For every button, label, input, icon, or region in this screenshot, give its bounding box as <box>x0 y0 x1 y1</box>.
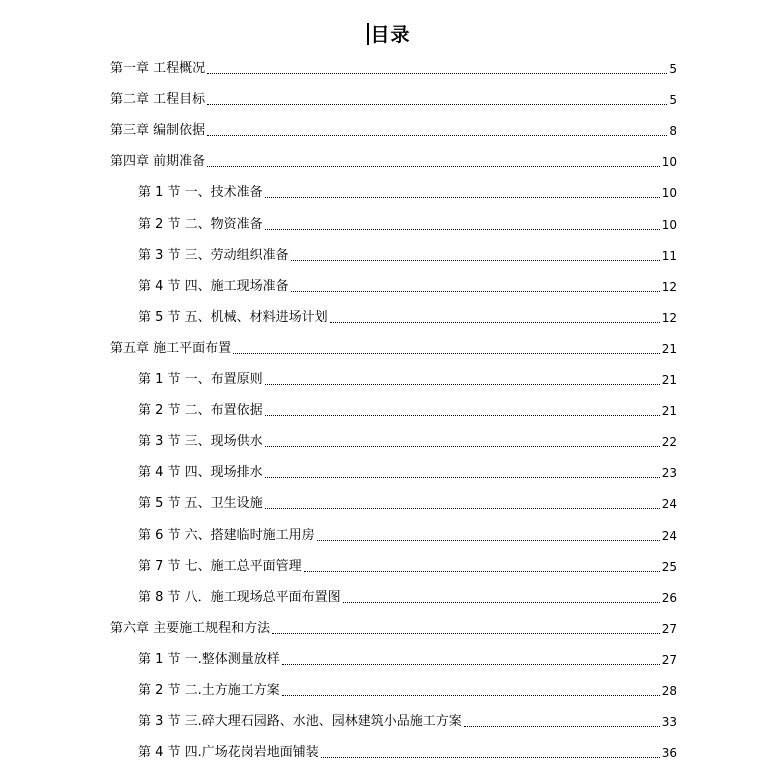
toc-section-entry[interactable] <box>138 243 677 265</box>
toc-chapter-entry[interactable] <box>110 87 677 109</box>
toc-section-entry[interactable] <box>138 180 677 202</box>
dot-leader <box>265 414 660 416</box>
toc-page-number: 24 <box>661 528 677 543</box>
toc-entry-label: 第 8 节 八．施工现场总平面布置图 <box>138 589 341 605</box>
dot-leader <box>265 507 660 509</box>
toc-chapter-entry[interactable] <box>110 616 677 638</box>
toc-entry-label: 第 3 节 三.碎大理石园路、水池、园林建筑小品施工方案 <box>138 714 462 730</box>
toc-entry-label: 第六章 主要施工规程和方法 <box>110 620 271 636</box>
dot-leader <box>330 321 660 323</box>
toc-entry-label: 第五章 施工平面布置 <box>110 340 232 356</box>
toc-section-entry[interactable] <box>138 554 677 576</box>
toc-entry-label: 第 4 节 四.广场花岗岩地面铺装 <box>138 745 319 761</box>
toc-entry-label: 第 1 节 一、技术准备 <box>138 185 263 201</box>
toc-section-entry[interactable] <box>138 647 677 669</box>
toc-entry-label: 第 1 节 一、布置原则 <box>138 372 263 387</box>
toc-chapter-entry[interactable] <box>110 118 677 140</box>
dot-leader <box>291 259 660 261</box>
toc-page-number: 26 <box>661 590 677 605</box>
toc-section-entry[interactable] <box>138 740 677 762</box>
toc-page-number: 12 <box>661 279 677 294</box>
toc-page-number: 21 <box>661 373 677 387</box>
toc-page-number: 33 <box>661 715 677 730</box>
dot-leader <box>464 725 660 727</box>
toc-page-number: 27 <box>661 652 677 667</box>
toc-entry-label: 第 4 节 四、现场排水 <box>138 465 263 481</box>
toc-page-number: 28 <box>661 684 677 698</box>
toc-entry-label: 第 3 节 三、劳动组织准备 <box>138 247 289 263</box>
toc-section-entry[interactable] <box>138 274 677 296</box>
toc-page-number: 10 <box>661 155 677 170</box>
toc-heading <box>0 20 778 50</box>
toc-page-number: 27 <box>661 621 677 636</box>
toc-entry-label: 第 5 节 五、卫生设施 <box>138 496 263 512</box>
toc-page-number: 10 <box>661 217 677 232</box>
dot-leader <box>291 290 660 292</box>
toc-page-number: 21 <box>661 404 677 419</box>
toc-page-number: 5 <box>669 93 677 108</box>
toc-section-entry[interactable] <box>138 212 677 234</box>
toc-chapter-entry[interactable] <box>110 336 677 358</box>
dot-leader <box>207 103 667 105</box>
dot-leader <box>265 476 660 478</box>
dot-leader <box>265 228 660 230</box>
toc-page-number: 21 <box>661 341 677 356</box>
dot-leader <box>233 352 660 354</box>
toc-section-entry[interactable] <box>138 491 677 513</box>
toc-page-number: 5 <box>669 62 677 76</box>
toc-entry-label: 第 3 节 三、现场供水 <box>138 434 263 450</box>
dot-leader <box>207 72 667 74</box>
dot-leader <box>282 663 660 665</box>
toc-entry-label: 第 2 节 二.土方施工方案 <box>138 683 280 698</box>
toc-page-number: 36 <box>661 746 677 761</box>
toc-section-entry[interactable] <box>138 367 677 389</box>
toc-entry-label: 第四章 前期准备 <box>110 154 206 170</box>
toc-entry-label: 第 4 节 四、施工现场准备 <box>138 278 289 294</box>
dot-leader <box>304 570 660 572</box>
dot-leader <box>343 601 660 603</box>
toc-page-number: 8 <box>669 124 677 139</box>
toc-section-entry[interactable] <box>138 305 677 327</box>
toc-entry-label: 第一章 工程概况 <box>110 61 206 76</box>
toc-entry-label: 第 5 节 五、机械、材料进场计划 <box>138 309 328 325</box>
toc-entry-label: 第 2 节 二、布置依据 <box>138 403 263 419</box>
dot-leader <box>317 539 660 541</box>
toc-page-number: 25 <box>661 559 677 574</box>
toc-page-number: 12 <box>661 310 677 325</box>
toc-entry-label: 第三章 编制依据 <box>110 123 206 139</box>
toc-entry-label: 第 6 节 六、搭建临时施工用房 <box>138 527 315 543</box>
dot-leader <box>321 756 660 758</box>
toc-section-entry[interactable] <box>138 429 677 451</box>
toc-section-entry[interactable] <box>138 460 677 482</box>
toc-page-number: 23 <box>661 466 677 481</box>
toc-entry-label: 第 2 节 二、物资准备 <box>138 216 263 232</box>
dot-leader <box>207 134 667 136</box>
toc-chapter-entry[interactable] <box>110 56 677 78</box>
dot-leader <box>265 196 660 198</box>
dot-leader <box>265 383 660 385</box>
toc-entry-label: 第 7 节 七、施工总平面管理 <box>138 558 302 574</box>
toc-chapter-entry[interactable] <box>110 149 677 171</box>
toc-section-entry[interactable] <box>138 523 677 545</box>
toc-page-number: 10 <box>661 186 677 201</box>
dot-leader <box>272 632 660 634</box>
toc-heading-text: 目录 <box>370 24 411 46</box>
dot-leader <box>207 165 660 167</box>
toc-section-entry[interactable] <box>138 585 677 607</box>
dot-leader <box>265 445 660 447</box>
toc-page-number: 22 <box>661 435 677 450</box>
toc-entry-label: 第二章 工程目标 <box>110 92 206 108</box>
dot-leader <box>282 694 660 696</box>
toc-page-number: 24 <box>661 497 677 512</box>
toc-entry-label: 第 1 节 一.整体测量放样 <box>138 651 280 667</box>
toc-section-entry[interactable] <box>138 678 677 700</box>
toc-section-entry[interactable] <box>138 398 677 420</box>
toc-page-number: 11 <box>661 248 677 263</box>
toc-section-entry[interactable] <box>138 709 677 731</box>
